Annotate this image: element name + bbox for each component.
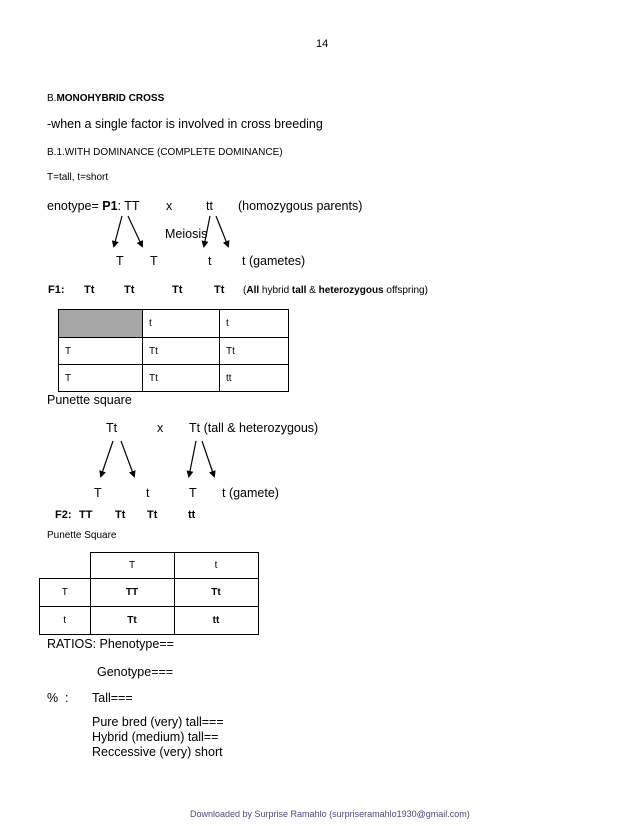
square1-cell: Tt <box>220 338 289 365</box>
square2-header-cell: t <box>174 553 258 579</box>
gamete1-d: t (gametes) <box>242 254 306 268</box>
square1-row-label: T <box>59 338 143 365</box>
arrow <box>121 441 134 476</box>
ratios-genotype: Genotype=== <box>97 665 174 679</box>
ratios-percent-symbol: % <box>47 691 59 705</box>
arrow <box>189 441 196 476</box>
square2-cell: TT <box>90 579 174 607</box>
f1-note-mid1: hybrid <box>259 285 292 296</box>
heading-title: MONOHYBRID CROSS <box>56 93 165 104</box>
square1-caption: Punette square <box>47 393 132 407</box>
p1-note: (homozygous parents) <box>238 199 363 213</box>
definition-text: -when a single factor is involved in cross breeding <box>47 117 323 131</box>
heading-prefix: B. <box>47 93 57 104</box>
ratios-pure-bred: Pure bred (very) tall=== <box>92 715 224 729</box>
ratios-tall: Tall=== <box>92 691 133 705</box>
f1-note-tall: tall <box>291 285 307 296</box>
p1-label: P1 <box>102 199 118 213</box>
f1-offspring-4: Tt <box>214 284 225 296</box>
f1-offspring-3: Tt <box>172 284 183 296</box>
square2-cell: Tt <box>174 579 258 607</box>
square2-caption: Punette Square <box>47 530 117 541</box>
f2-offspring-2: Tt <box>115 509 126 521</box>
p1-colon: : <box>117 199 125 213</box>
meiosis-label: Meiosis <box>165 227 208 241</box>
square1-header-cell: t <box>143 310 220 338</box>
square2-row-label: T <box>40 579 91 607</box>
f2-label: F2: <box>55 509 72 521</box>
f2-offspring-1: TT <box>79 509 93 521</box>
f1-note-all: All <box>246 285 260 296</box>
ratios-hybrid: Hybrid (medium) tall== <box>92 730 219 744</box>
square2-cell: tt <box>174 607 258 635</box>
ratios-recessive: Reccessive (very) short <box>92 745 223 759</box>
subheading: B.1.WITH DOMINANCE (COMPLETE DOMINANCE) <box>47 147 283 158</box>
f1-note-heterozygous: heterozygous <box>318 285 384 296</box>
square1-cell: tt <box>220 365 289 392</box>
f1-label: F1: <box>48 284 65 296</box>
p1-cross: x <box>166 199 173 213</box>
p1-prefix: enotype= <box>47 199 103 213</box>
cross2-cross: x <box>157 421 164 435</box>
f1-offspring-1: Tt <box>84 284 95 296</box>
gamete2-d: t (gamete) <box>222 486 279 500</box>
arrow <box>128 216 142 246</box>
square1-cell: Tt <box>143 365 220 392</box>
arrow <box>101 441 113 476</box>
ratios-phenotype: RATIOS: Phenotype== <box>47 637 174 651</box>
square2-row-label: t <box>40 607 91 635</box>
ratios-percent-colon: : <box>65 691 69 705</box>
gamete2-b: t <box>146 486 150 500</box>
download-footer: Downloaded by Surprise Ramahlo (surpriseramahlo1930@gmail.com) <box>190 809 470 819</box>
square2-header-cell: T <box>90 553 174 579</box>
square1-row-label: T <box>59 365 143 392</box>
f1-note-end: offspring) <box>383 285 428 296</box>
page-number: 14 <box>316 38 329 50</box>
gamete2-a: T <box>94 486 102 500</box>
cross2-parent1: Tt <box>106 421 118 435</box>
allele-key: T=tall, t=short <box>47 172 109 183</box>
gamete2-c: T <box>189 486 197 500</box>
arrow <box>204 216 210 246</box>
arrow <box>202 441 214 476</box>
f2-offspring-3: Tt <box>147 509 158 521</box>
f1-note-open: ( <box>243 285 247 296</box>
gamete1-a: T <box>116 254 124 268</box>
f2-offspring-4: tt <box>188 509 196 521</box>
arrow <box>216 216 228 246</box>
cross2-parent2: Tt (tall & heterozygous) <box>189 421 319 435</box>
f1-note-mid2: & <box>306 285 319 296</box>
gamete1-b: T <box>150 254 158 268</box>
arrow <box>114 216 122 246</box>
square1-header-cell: t <box>220 310 289 338</box>
p1-parent2: tt <box>206 199 213 213</box>
p1-parent1: TT <box>124 199 140 213</box>
square1-cell: Tt <box>143 338 220 365</box>
f1-offspring-2: Tt <box>124 284 135 296</box>
gamete1-c: t <box>208 254 212 268</box>
square2-cell: Tt <box>90 607 174 635</box>
